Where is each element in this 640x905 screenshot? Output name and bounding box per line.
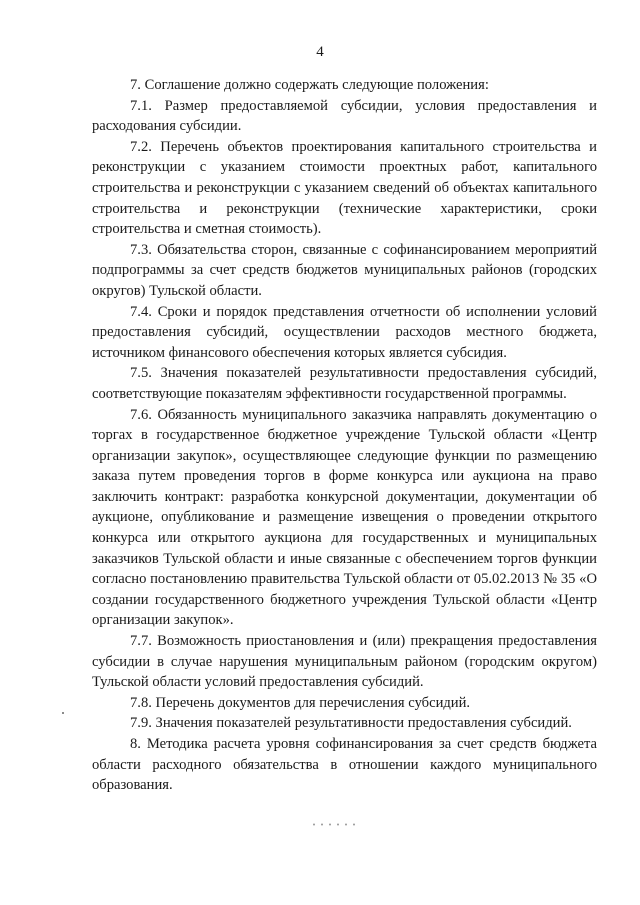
paragraph-7-1: 7.1. Размер предоставляемой субсидии, условия предоставления и расходования субсидии. <box>92 97 597 135</box>
paragraph-8: 8. Методика расчета уровня софинансирования за счет средств бюджета области расходного обязательства в отношении каждого муниципального образования. <box>92 736 597 794</box>
document-body <box>92 75 597 796</box>
paragraph-7-7: 7.7. Возможность приостановления и (или) прекращения предоставления субсидии в случае нарушения муниципальным районом (городским округом) Тульской области условий предоставления субсидий. <box>92 633 597 691</box>
paragraph-7-3: 7.3. Обязательства сторон, связанные с софинансированием мероприятий подпрограммы за счет средств бюджетов муниципальных районов (городских округов) Тульской области. <box>92 241 597 299</box>
paragraph-7-5: 7.5. Значения показателей результативности предоставления субсидий, соответствующие показателям эффективности государственной программы. <box>92 365 597 402</box>
paragraph-7-8: 7.8. Перечень документов для перечисления субсидий. <box>130 694 471 711</box>
page-number: 4 <box>316 44 324 60</box>
paragraph-7-2: 7.2. Перечень объектов проектирования капитального строительства и реконструкции с указанием стоимости проектных работ, капитального строительства и реконструкции с указанием сведений об объектах капитального строительства и реконструкции (технические характеристики, сроки строительства и сметная стоимость). <box>92 138 597 238</box>
scan-trailing-dots <box>310 823 360 826</box>
paragraph-7-9: 7.9. Значения показателей результативности предоставления субсидий. <box>130 715 572 732</box>
paragraph-7-4: 7.4. Сроки и порядок представления отчетности об исполнении условий предоставления субсидий, осуществлении расходов местного бюджета, источником финансового обеспечения которых является субсидия. <box>92 303 597 361</box>
paragraph-7: 7. Соглашение должно содержать следующие положения: <box>130 77 489 93</box>
scan-margin-mark <box>62 712 64 714</box>
paragraph-7-6: 7.6. Обязанность муниципального заказчика направлять документацию о торгах в государственное бюджетное учреждение Тульской области «Центр организации закупок», осуществляющее следующие функции по размещению заказа путем проведения торгов в форме конкурса или аукциона на право заключить контракт: разработка конкурсной документации, документации об аукционе, опубликование и размещение извещения о проведении открытого конкурса или открытого аукциона для государственных и муниципальных заказчиков Тульской области и иные связанные с обеспечением торгов функции согласно постановлению правительства Тульской области от 05.02.2013 № 35 «О создании государственного бюджетного учреждения Тульской области «Центр организации закупок». <box>92 406 597 629</box>
